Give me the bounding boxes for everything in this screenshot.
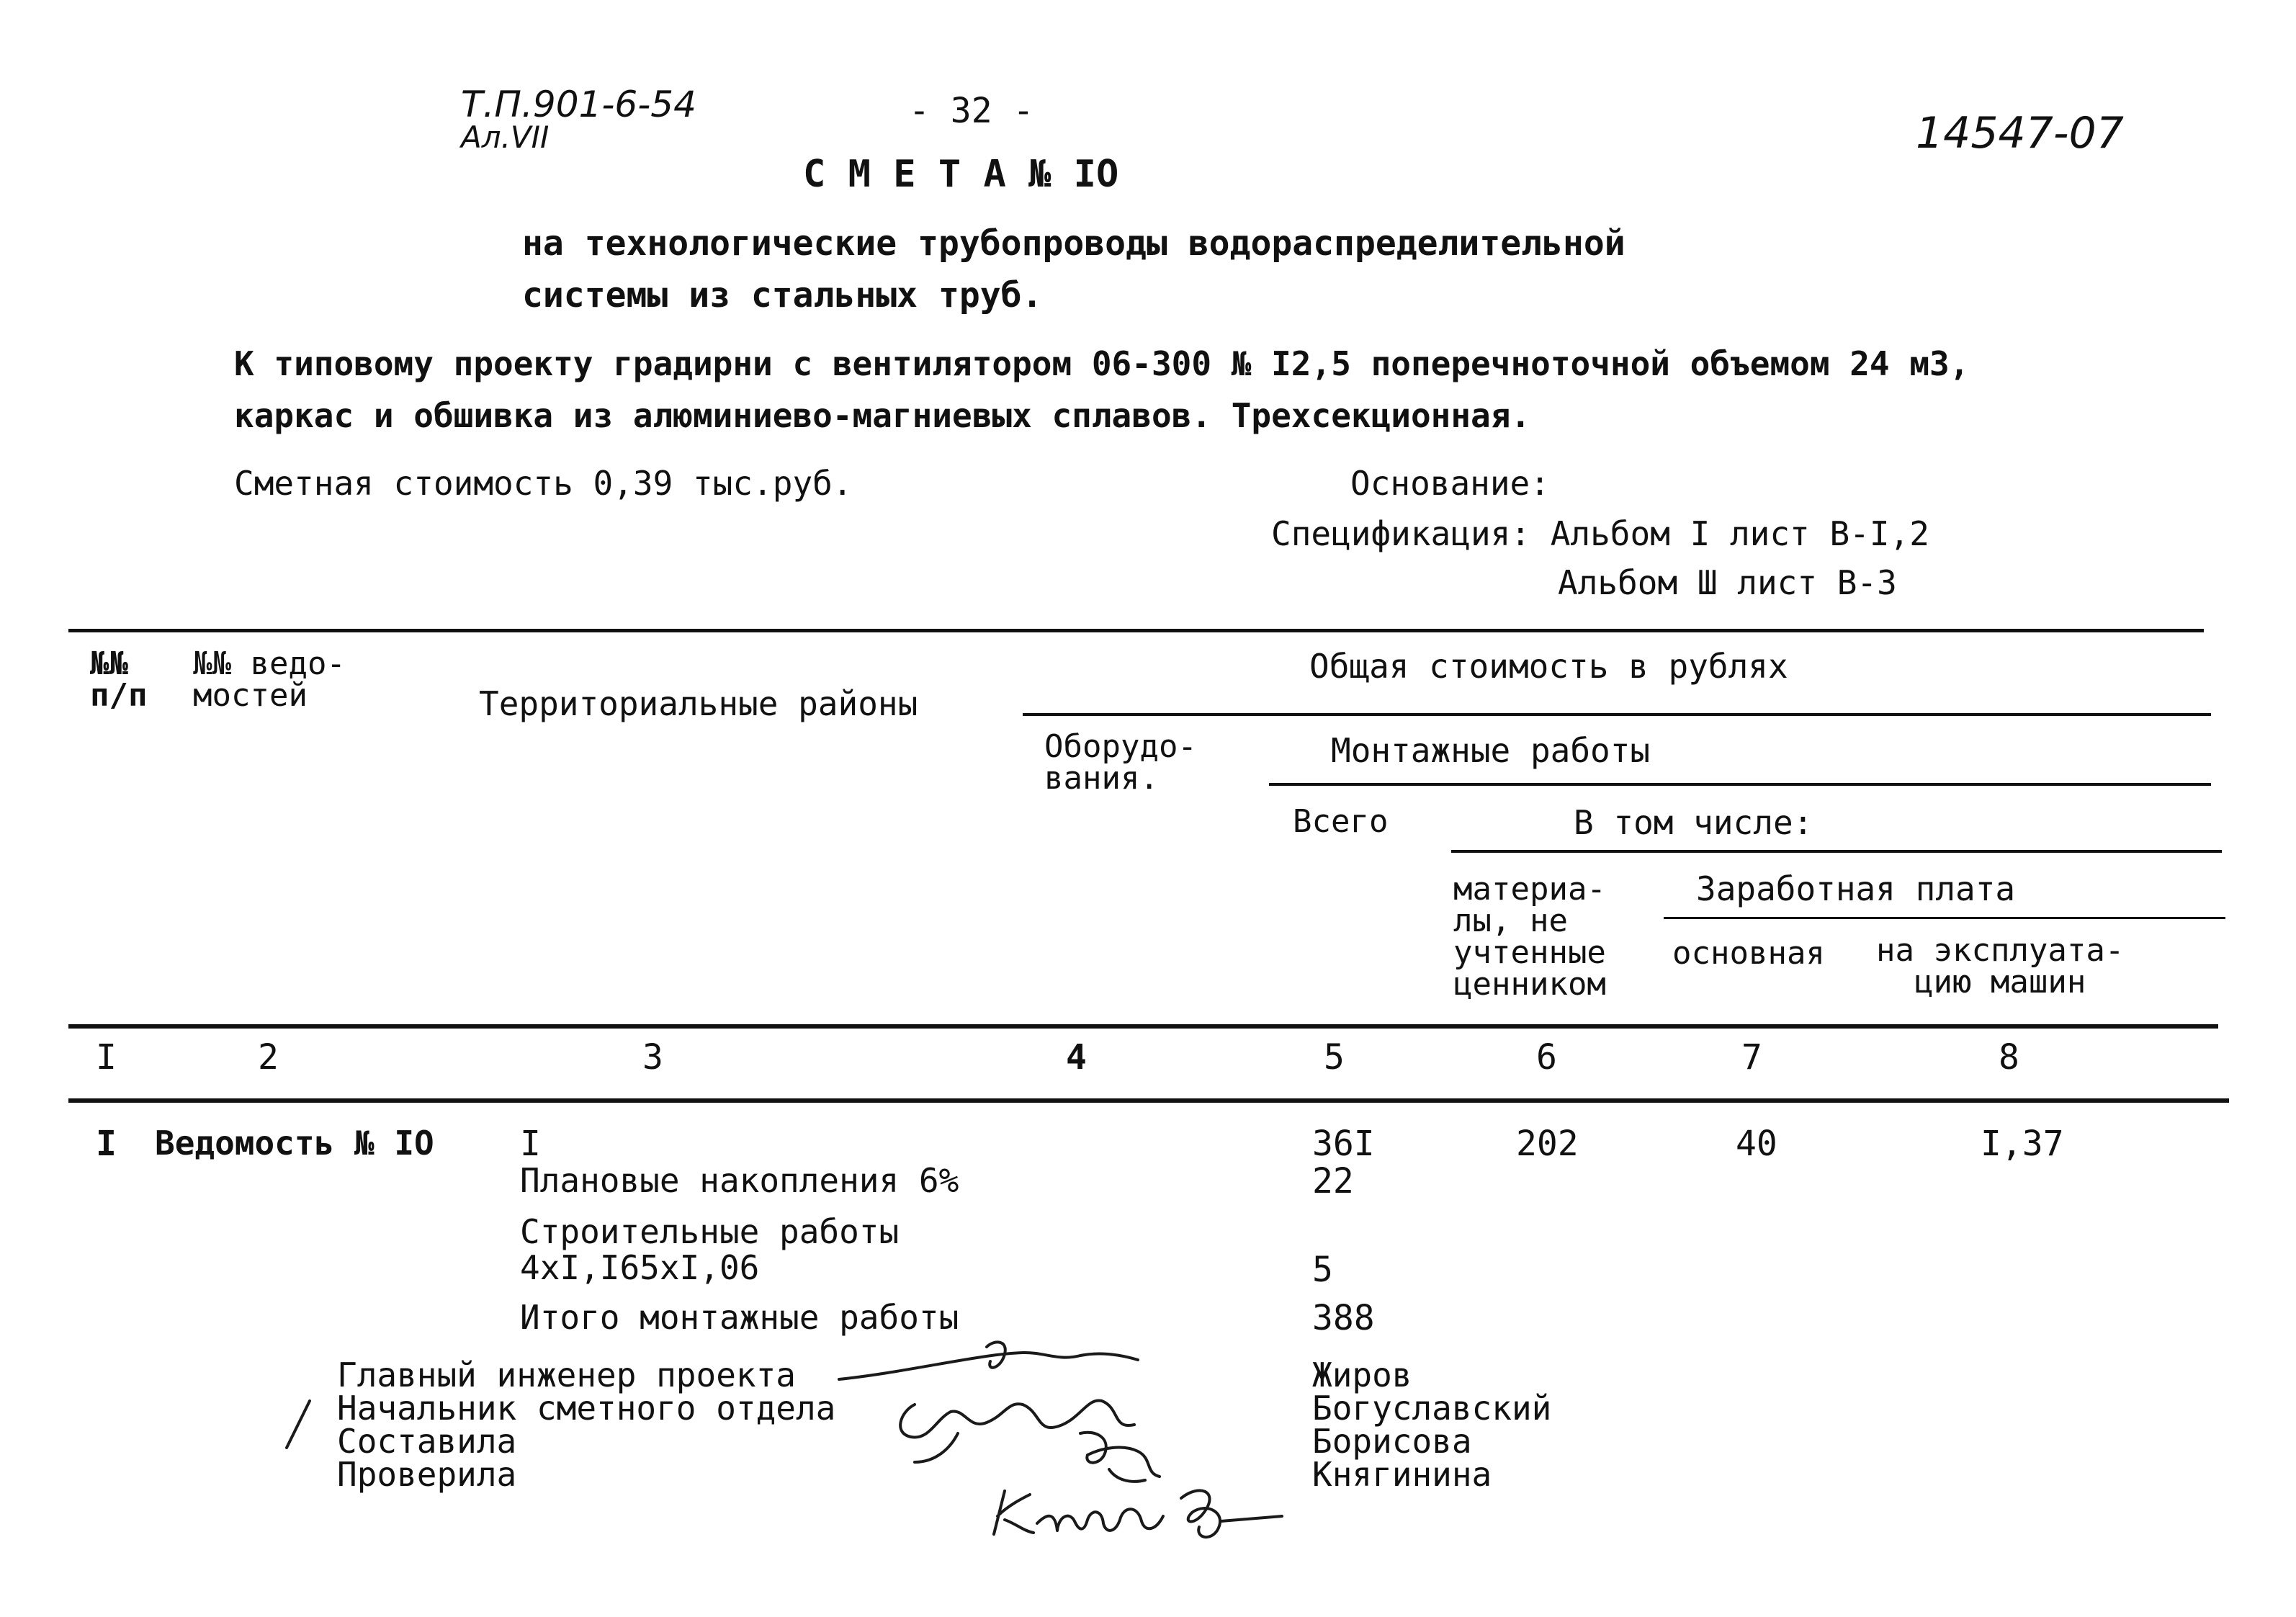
column-number-4: 4	[1066, 1037, 1087, 1078]
header-statement-number: №№ ведо- мостей	[193, 645, 346, 714]
signature-role: Проверила	[337, 1455, 517, 1494]
signature-stroke	[1080, 1433, 1160, 1477]
header-territorial-regions: Территориальные районы	[479, 684, 918, 723]
signature-role: Начальник сметного отдела	[337, 1389, 836, 1428]
header-materials: материа- лы, не учтенные ценником	[1453, 871, 1606, 1003]
signature-stroke	[1109, 1469, 1145, 1482]
row-statement: Ведомость № IO	[155, 1124, 434, 1163]
signature-name: Жиров	[1312, 1356, 1412, 1394]
header-total: Всего	[1293, 803, 1389, 840]
handwritten-mark	[287, 1401, 310, 1448]
signature-name: Богуславский	[1312, 1389, 1552, 1428]
document-code-line1: Т.П.901-6-54	[461, 84, 696, 125]
subtitle-line1: на технологические трубопроводы водораспределительной	[522, 223, 1625, 264]
column-number-7: 7	[1741, 1037, 1762, 1078]
document-title: С М Е Т А № IO	[803, 153, 1119, 196]
extra-row-total: 5	[1312, 1250, 1333, 1290]
signature-stroke	[994, 1491, 1033, 1534]
column-number-6: 6	[1536, 1037, 1557, 1078]
column-number-5: 5	[1324, 1037, 1345, 1078]
column-number-3: 3	[642, 1037, 663, 1078]
header-including: В том числе:	[1574, 803, 1813, 842]
estimated-cost: Сметная стоимость 0,39 тыс.руб.	[234, 464, 853, 503]
header-total-cost: Общая стоимость в рублях	[1309, 647, 1788, 686]
column-number-8: 8	[1999, 1037, 2019, 1078]
header-row-number: №№ п/п	[90, 645, 148, 714]
extra-row-label: Итого монтажные работы	[520, 1298, 959, 1337]
document-code-line2: Ал.VII	[461, 120, 550, 155]
signature-stroke	[1181, 1490, 1220, 1537]
header-equipment: Оборудо- вания.	[1044, 728, 1197, 797]
specification-line1: Спецификация: Альбом I лист B-I,2	[1271, 514, 1929, 553]
signature-stroke	[1221, 1516, 1282, 1521]
column-number-2: 2	[258, 1037, 279, 1078]
row-materials: 202	[1516, 1124, 1579, 1164]
specification-line2: Альбом Ш лист B-3	[1558, 563, 1897, 602]
header-wages: Заработная плата	[1696, 869, 2016, 908]
extra-row-total: 388	[1312, 1298, 1375, 1338]
signature-name: Борисова	[1312, 1422, 1472, 1461]
header-wages-machines: на эксплуата- цию машин	[1876, 932, 2125, 1000]
row-wages-machines: I,37	[1981, 1124, 2064, 1164]
extra-row-label: Строительные работы 4xI,I65xI,06	[520, 1212, 900, 1287]
signature-name: Княгинина	[1312, 1455, 1492, 1494]
signature-role: Составила	[337, 1422, 517, 1461]
project-line2: каркас и обшивка из алюминиево-магниевых сплавов. Трехсекционная.	[234, 396, 1531, 435]
extra-row-label: Плановые накопления 6%	[520, 1161, 959, 1200]
subtitle-line2: системы из стальных труб.	[522, 275, 1043, 315]
signature-role: Главный инженер проекта	[337, 1356, 796, 1394]
inventory-number: 14547-07	[1916, 108, 2124, 158]
basis-label: Основание:	[1350, 464, 1550, 503]
header-installation-works: Монтажные работы	[1331, 731, 1651, 770]
page-number: - 32 -	[909, 91, 1034, 131]
row-total: 36I	[1312, 1124, 1375, 1164]
project-line1: К типовому проекту градирни с вентилятором 06-300 № I2,5 поперечноточной объемом 24 м3,	[234, 344, 1970, 383]
row-wages-basic: 40	[1736, 1124, 1777, 1164]
row-number: I	[96, 1124, 117, 1164]
row-region: I	[520, 1124, 541, 1164]
extra-row-total: 22	[1312, 1161, 1354, 1201]
signature-stroke	[1037, 1509, 1163, 1531]
header-wages-basic: основная	[1672, 935, 1825, 972]
column-number-1: I	[96, 1037, 117, 1078]
signature-stroke	[900, 1400, 1134, 1437]
